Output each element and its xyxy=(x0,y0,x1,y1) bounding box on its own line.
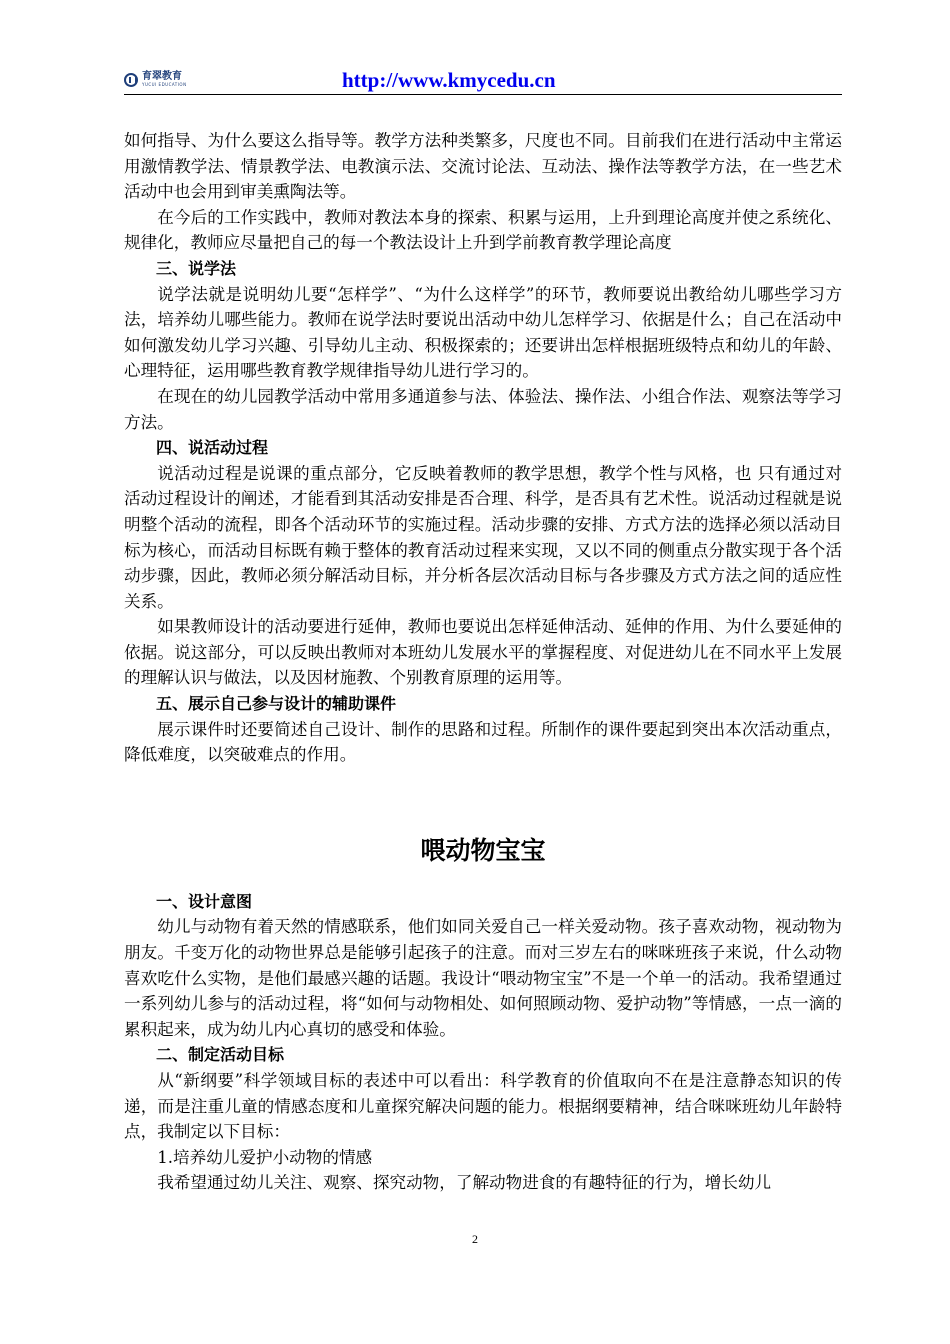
paragraph: 如果教师设计的活动要进行延伸，教师也要说出怎样延伸活动、延伸的作用、为什么要延伸的依据。说这部分，可以反映出教师对本班幼儿发展水平的掌握程度、对促进幼儿在不同水平上发展的理解认识与做法，以及因材施教、个别教育原理的运用等。 xyxy=(124,617,842,688)
section-heading: 一、设计意图 xyxy=(156,891,253,911)
logo xyxy=(124,72,187,87)
section-heading: 四、说活动过程 xyxy=(156,438,269,458)
logo-icon xyxy=(124,73,138,87)
logo-text-cn: 育翠教育 xyxy=(142,71,182,82)
paragraph: 我希望通过幼儿关注、观察、探究动物，了解动物进食的有趣特征的行为，增长幼儿 xyxy=(157,1173,772,1193)
paragraph: 说活动过程是说课的重点部分，它反映着教师的教学思想，教学个性与风格，也 只有通过对活动过程设计的阐述，才能看到其活动安排是否合理、科学，是否具有艺术性。说活动过程就是说明整个活动的流程，即各个活动环节的实施过程。活动步骤的安排、方式方法的选择必须以活动目标为核心，而活动目标既有赖于整体的教育活动过程来实现，又以不同的侧重点分散实现于各个活动步骤，因此，教师必须分解活动目标，并分析各层次活动目标与各步骤及方式方法之间的适应性关系。 xyxy=(124,463,842,611)
section-bottom xyxy=(124,889,842,1196)
page-number: 2 xyxy=(472,1232,478,1246)
document-title: 喂动物宝宝 xyxy=(420,835,546,865)
header-url-link[interactable]: http://www.kmycedu.cn xyxy=(342,68,556,92)
paragraph: 1.培养幼儿爱护小动物的情感 xyxy=(157,1147,373,1167)
logo-text-en: YUCUI EDUCATION xyxy=(142,82,187,87)
paragraph: 说学法就是说明幼儿要“怎样学”、“为什么这样学”的环节，教师要说出教给幼儿哪些学习方法，培养幼儿哪些能力。教师在说学法时要说出活动中幼儿怎样学习、依据是什么；自己在活动中如何激发幼儿学习兴趣、引导幼儿主动、积极探索的；还要讲出怎样根据班级特点和幼儿的年龄、心理特征，运用哪些教育教学规律指导幼儿进行学习的。 xyxy=(124,284,842,381)
paragraph: 展示课件时还要简述自己设计、制作的思路和过程。所制作的课件要起到突出本次活动重点，降低难度，以突破难点的作用。 xyxy=(124,719,842,765)
section-top xyxy=(124,128,842,768)
paragraph: 幼儿与动物有着天然的情感联系，他们如同关爱自己一样关爱动物。孩子喜欢动物，视动物为朋友。千变万化的动物世界总是能够引起孩子的注意。而对三岁左右的咪咪班孩子来说，什么动物喜欢吃什么实物，是他们最感兴趣的话题。我设计“喂动物宝宝”不是一个单一的活动。我希望通过一系列幼儿参与的活动过程，将“如何与动物相处、如何照顾动物、爱护动物”等情感，一点一滴的累积起来，成为幼儿内心真切的感受和体验。 xyxy=(124,917,842,1039)
paragraph: 从“新纲要”科学领域目标的表述中可以看出：科学教育的价值取向不在是注意静态知识的传递，而是注重儿童的情感态度和儿童探究解决问题的能力。根据纲要精神，结合咪咪班幼儿年龄特点，我制定以下目标： xyxy=(124,1071,842,1142)
paragraph: 在今后的工作实践中，教师对教法本身的探索、积累与运用，上升到理论高度并使之系统化、规律化，教师应尽量把自己的每一个教法设计上升到学前教育教学理论高度 xyxy=(124,207,842,253)
document-body xyxy=(124,128,842,1196)
section-heading: 三、说学法 xyxy=(156,258,237,278)
page-header xyxy=(0,62,950,102)
header-divider xyxy=(124,94,842,95)
section-heading: 二、制定活动目标 xyxy=(156,1045,285,1065)
section-heading: 五、展示自己参与设计的辅助课件 xyxy=(156,694,397,714)
paragraph: 在现在的幼儿园教学活动中常用多通道参与法、体验法、操作法、小组合作法、观察法等学习方法。 xyxy=(124,386,842,432)
paragraph: 如何指导、为什么要这么指导等。教学方法种类繁多，尺度也不同。目前我们在进行活动中主常运用激情教学法、情景教学法、电教演示法、交流讨论法、互动法、操作法等教学方法，在一些艺术活动中也会用到审美熏陶法等。 xyxy=(124,131,842,202)
